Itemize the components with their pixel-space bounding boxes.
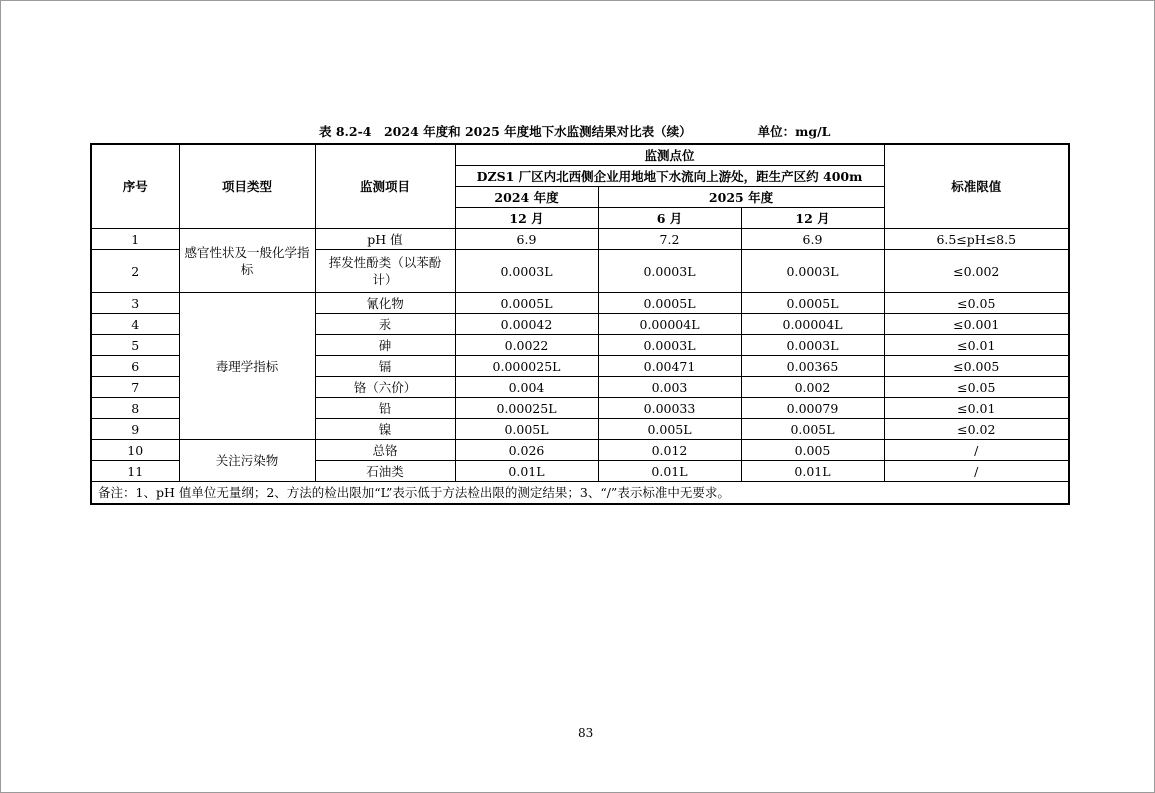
header-point: DZS1 厂区内北西侧企业用地地下水流向上游处，距生产区约 400m <box>455 166 884 187</box>
item-cell: 汞 <box>315 314 455 335</box>
header-month-2025-6: 6 月 <box>598 208 741 229</box>
header-category: 项目类型 <box>179 144 315 229</box>
seq-cell: 10 <box>91 440 179 461</box>
value-cell: 7.2 <box>598 229 741 250</box>
header-year-2024: 2024 年度 <box>455 187 598 208</box>
value-cell: 0.00033 <box>598 398 741 419</box>
page-number: 83 <box>578 726 594 740</box>
value-cell: 0.00004L <box>598 314 741 335</box>
item-cell: 总铬 <box>315 440 455 461</box>
item-cell: 镍 <box>315 419 455 440</box>
table-note: 备注：1、pH 值单位无量纲；2、方法的检出限加“L”表示低于方法检出限的测定结果；3、“/”表示标准中无要求。 <box>91 482 1069 505</box>
table-unit: 单位：mg/L <box>757 124 831 139</box>
value-cell: 0.0005L <box>455 293 598 314</box>
header-month-2024-12: 12 月 <box>455 208 598 229</box>
monitoring-table <box>90 143 1070 505</box>
header-year-2025: 2025 年度 <box>598 187 884 208</box>
item-cell: 镉 <box>315 356 455 377</box>
value-cell: 0.005L <box>598 419 741 440</box>
header-seq: 序号 <box>91 144 179 229</box>
standard-cell: ≤0.005 <box>884 356 1069 377</box>
value-cell: 0.01L <box>598 461 741 482</box>
table-row <box>91 229 1069 250</box>
value-cell: 0.012 <box>598 440 741 461</box>
standard-cell: ≤0.02 <box>884 419 1069 440</box>
value-cell: 0.00025L <box>455 398 598 419</box>
value-cell: 0.000025L <box>455 356 598 377</box>
header-point-group: 监测点位 <box>455 144 884 166</box>
seq-cell: 2 <box>91 250 179 293</box>
value-cell: 0.005L <box>741 419 884 440</box>
item-cell: 铅 <box>315 398 455 419</box>
value-cell: 0.0005L <box>598 293 741 314</box>
value-cell: 0.01L <box>741 461 884 482</box>
seq-cell: 9 <box>91 419 179 440</box>
category-cell: 毒理学指标 <box>179 293 315 440</box>
seq-cell: 8 <box>91 398 179 419</box>
value-cell: 0.00042 <box>455 314 598 335</box>
item-cell: 挥发性酚类（以苯酚计） <box>315 250 455 293</box>
item-cell: 砷 <box>315 335 455 356</box>
value-cell: 0.002 <box>741 377 884 398</box>
category-cell: 感官性状及一般化学指标 <box>179 229 315 293</box>
seq-cell: 6 <box>91 356 179 377</box>
category-cell: 关注污染物 <box>179 440 315 482</box>
value-cell: 0.00471 <box>598 356 741 377</box>
standard-cell: / <box>884 440 1069 461</box>
header-item: 监测项目 <box>315 144 455 229</box>
value-cell: 0.0003L <box>741 250 884 293</box>
value-cell: 0.00365 <box>741 356 884 377</box>
value-cell: 0.0003L <box>598 335 741 356</box>
value-cell: 0.004 <box>455 377 598 398</box>
standard-cell: ≤0.001 <box>884 314 1069 335</box>
header-standard: 标准限值 <box>884 144 1069 229</box>
item-cell: 氰化物 <box>315 293 455 314</box>
value-cell: 0.026 <box>455 440 598 461</box>
value-cell: 0.0022 <box>455 335 598 356</box>
header-month-2025-12: 12 月 <box>741 208 884 229</box>
value-cell: 0.005L <box>455 419 598 440</box>
standard-cell: ≤0.05 <box>884 293 1069 314</box>
seq-cell: 3 <box>91 293 179 314</box>
value-cell: 6.9 <box>455 229 598 250</box>
table-caption <box>319 122 830 140</box>
table-row <box>91 293 1069 314</box>
value-cell: 0.005 <box>741 440 884 461</box>
item-cell: 石油类 <box>315 461 455 482</box>
value-cell: 0.00004L <box>741 314 884 335</box>
value-cell: 0.0003L <box>741 335 884 356</box>
standard-cell: ≤0.05 <box>884 377 1069 398</box>
standard-cell: 6.5≤pH≤8.5 <box>884 229 1069 250</box>
value-cell: 6.9 <box>741 229 884 250</box>
value-cell: 0.0003L <box>598 250 741 293</box>
standard-cell: ≤0.002 <box>884 250 1069 293</box>
seq-cell: 7 <box>91 377 179 398</box>
table-title: 表 8.2-4 2024 年度和 2025 年度地下水监测结果对比表（续） <box>319 124 692 139</box>
value-cell: 0.0003L <box>455 250 598 293</box>
standard-cell: ≤0.01 <box>884 398 1069 419</box>
item-cell: 铬（六价） <box>315 377 455 398</box>
seq-cell: 4 <box>91 314 179 335</box>
seq-cell: 11 <box>91 461 179 482</box>
table-row <box>91 440 1069 461</box>
seq-cell: 5 <box>91 335 179 356</box>
seq-cell: 1 <box>91 229 179 250</box>
value-cell: 0.0005L <box>741 293 884 314</box>
value-cell: 0.003 <box>598 377 741 398</box>
item-cell: pH 值 <box>315 229 455 250</box>
standard-cell: ≤0.01 <box>884 335 1069 356</box>
standard-cell: / <box>884 461 1069 482</box>
value-cell: 0.00079 <box>741 398 884 419</box>
value-cell: 0.01L <box>455 461 598 482</box>
